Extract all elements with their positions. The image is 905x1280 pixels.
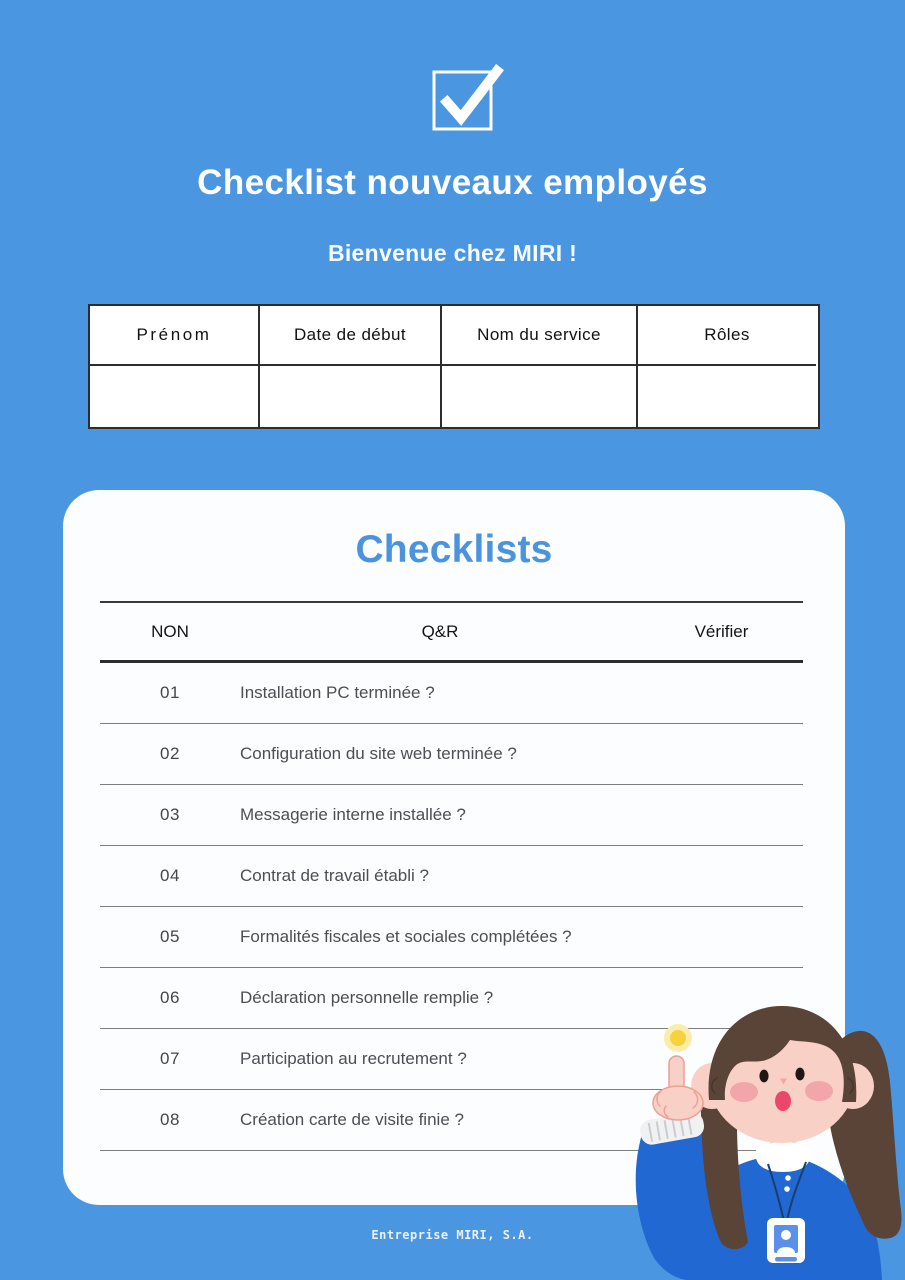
checklist-row bbox=[100, 663, 803, 724]
info-cell-service[interactable] bbox=[442, 366, 638, 427]
info-col-prenom: Prénom bbox=[90, 306, 260, 366]
row-number: 02 bbox=[160, 744, 180, 763]
row-verify-cell[interactable] bbox=[640, 724, 803, 784]
sparkle-icon bbox=[664, 1024, 692, 1052]
checklist-row bbox=[100, 846, 803, 907]
mouth bbox=[775, 1091, 791, 1111]
button bbox=[784, 1186, 790, 1192]
id-badge bbox=[767, 1218, 805, 1263]
eye bbox=[795, 1068, 804, 1081]
cheek bbox=[805, 1081, 833, 1101]
button bbox=[785, 1175, 791, 1181]
employee-pointing-up-illustration bbox=[620, 1000, 905, 1280]
info-cell-date-debut[interactable] bbox=[260, 366, 442, 427]
info-col-service: Nom du service bbox=[442, 306, 638, 366]
page-title: Checklist nouveaux employés bbox=[197, 163, 708, 202]
info-cell-roles[interactable] bbox=[638, 366, 816, 427]
row-question: Messagerie interne installée ? bbox=[240, 805, 466, 824]
col-header-non: NON bbox=[151, 621, 189, 641]
row-number: 03 bbox=[160, 805, 180, 824]
row-number: 07 bbox=[160, 1049, 180, 1068]
company-name: Entreprise MIRI, S.A. bbox=[371, 1228, 534, 1242]
row-number: 06 bbox=[160, 988, 180, 1007]
info-col-roles: Rôles bbox=[638, 306, 816, 366]
info-cell-prenom[interactable] bbox=[90, 366, 260, 427]
checklist-row bbox=[100, 724, 803, 785]
row-number: 04 bbox=[160, 866, 180, 885]
row-question: Configuration du site web terminée ? bbox=[240, 744, 517, 763]
row-number: 08 bbox=[160, 1110, 180, 1129]
checkbox-checked-icon bbox=[429, 62, 505, 134]
page-subtitle: Bienvenue chez MIRI ! bbox=[327, 240, 578, 266]
col-header-verifier: Vérifier bbox=[694, 621, 749, 641]
cheek bbox=[730, 1082, 758, 1102]
row-question: Contrat de travail établi ? bbox=[240, 866, 429, 885]
row-question: Déclaration personnelle remplie ? bbox=[240, 988, 494, 1007]
row-verify-cell[interactable] bbox=[640, 846, 803, 906]
checklist-card-title: Checklists bbox=[355, 528, 553, 571]
row-verify-cell[interactable] bbox=[640, 663, 803, 723]
collar bbox=[756, 1142, 811, 1172]
eye bbox=[759, 1070, 768, 1083]
row-verify-cell[interactable] bbox=[640, 785, 803, 845]
row-question: Création carte de visite finie ? bbox=[240, 1110, 464, 1129]
row-number: 01 bbox=[160, 683, 180, 702]
row-question: Participation au recrutement ? bbox=[240, 1049, 467, 1068]
row-verify-cell[interactable] bbox=[640, 907, 803, 967]
col-header-qr: Q&R bbox=[421, 621, 459, 641]
row-number: 05 bbox=[160, 927, 180, 946]
row-question: Formalités fiscales et sociales complétées ? bbox=[240, 927, 572, 946]
checklist-table-header bbox=[100, 601, 803, 663]
row-question: Installation PC terminée ? bbox=[240, 683, 435, 702]
checklist-row bbox=[100, 907, 803, 968]
info-col-date-debut: Date de début bbox=[260, 306, 442, 366]
employee-info-table bbox=[88, 304, 820, 429]
checklist-row bbox=[100, 785, 803, 846]
